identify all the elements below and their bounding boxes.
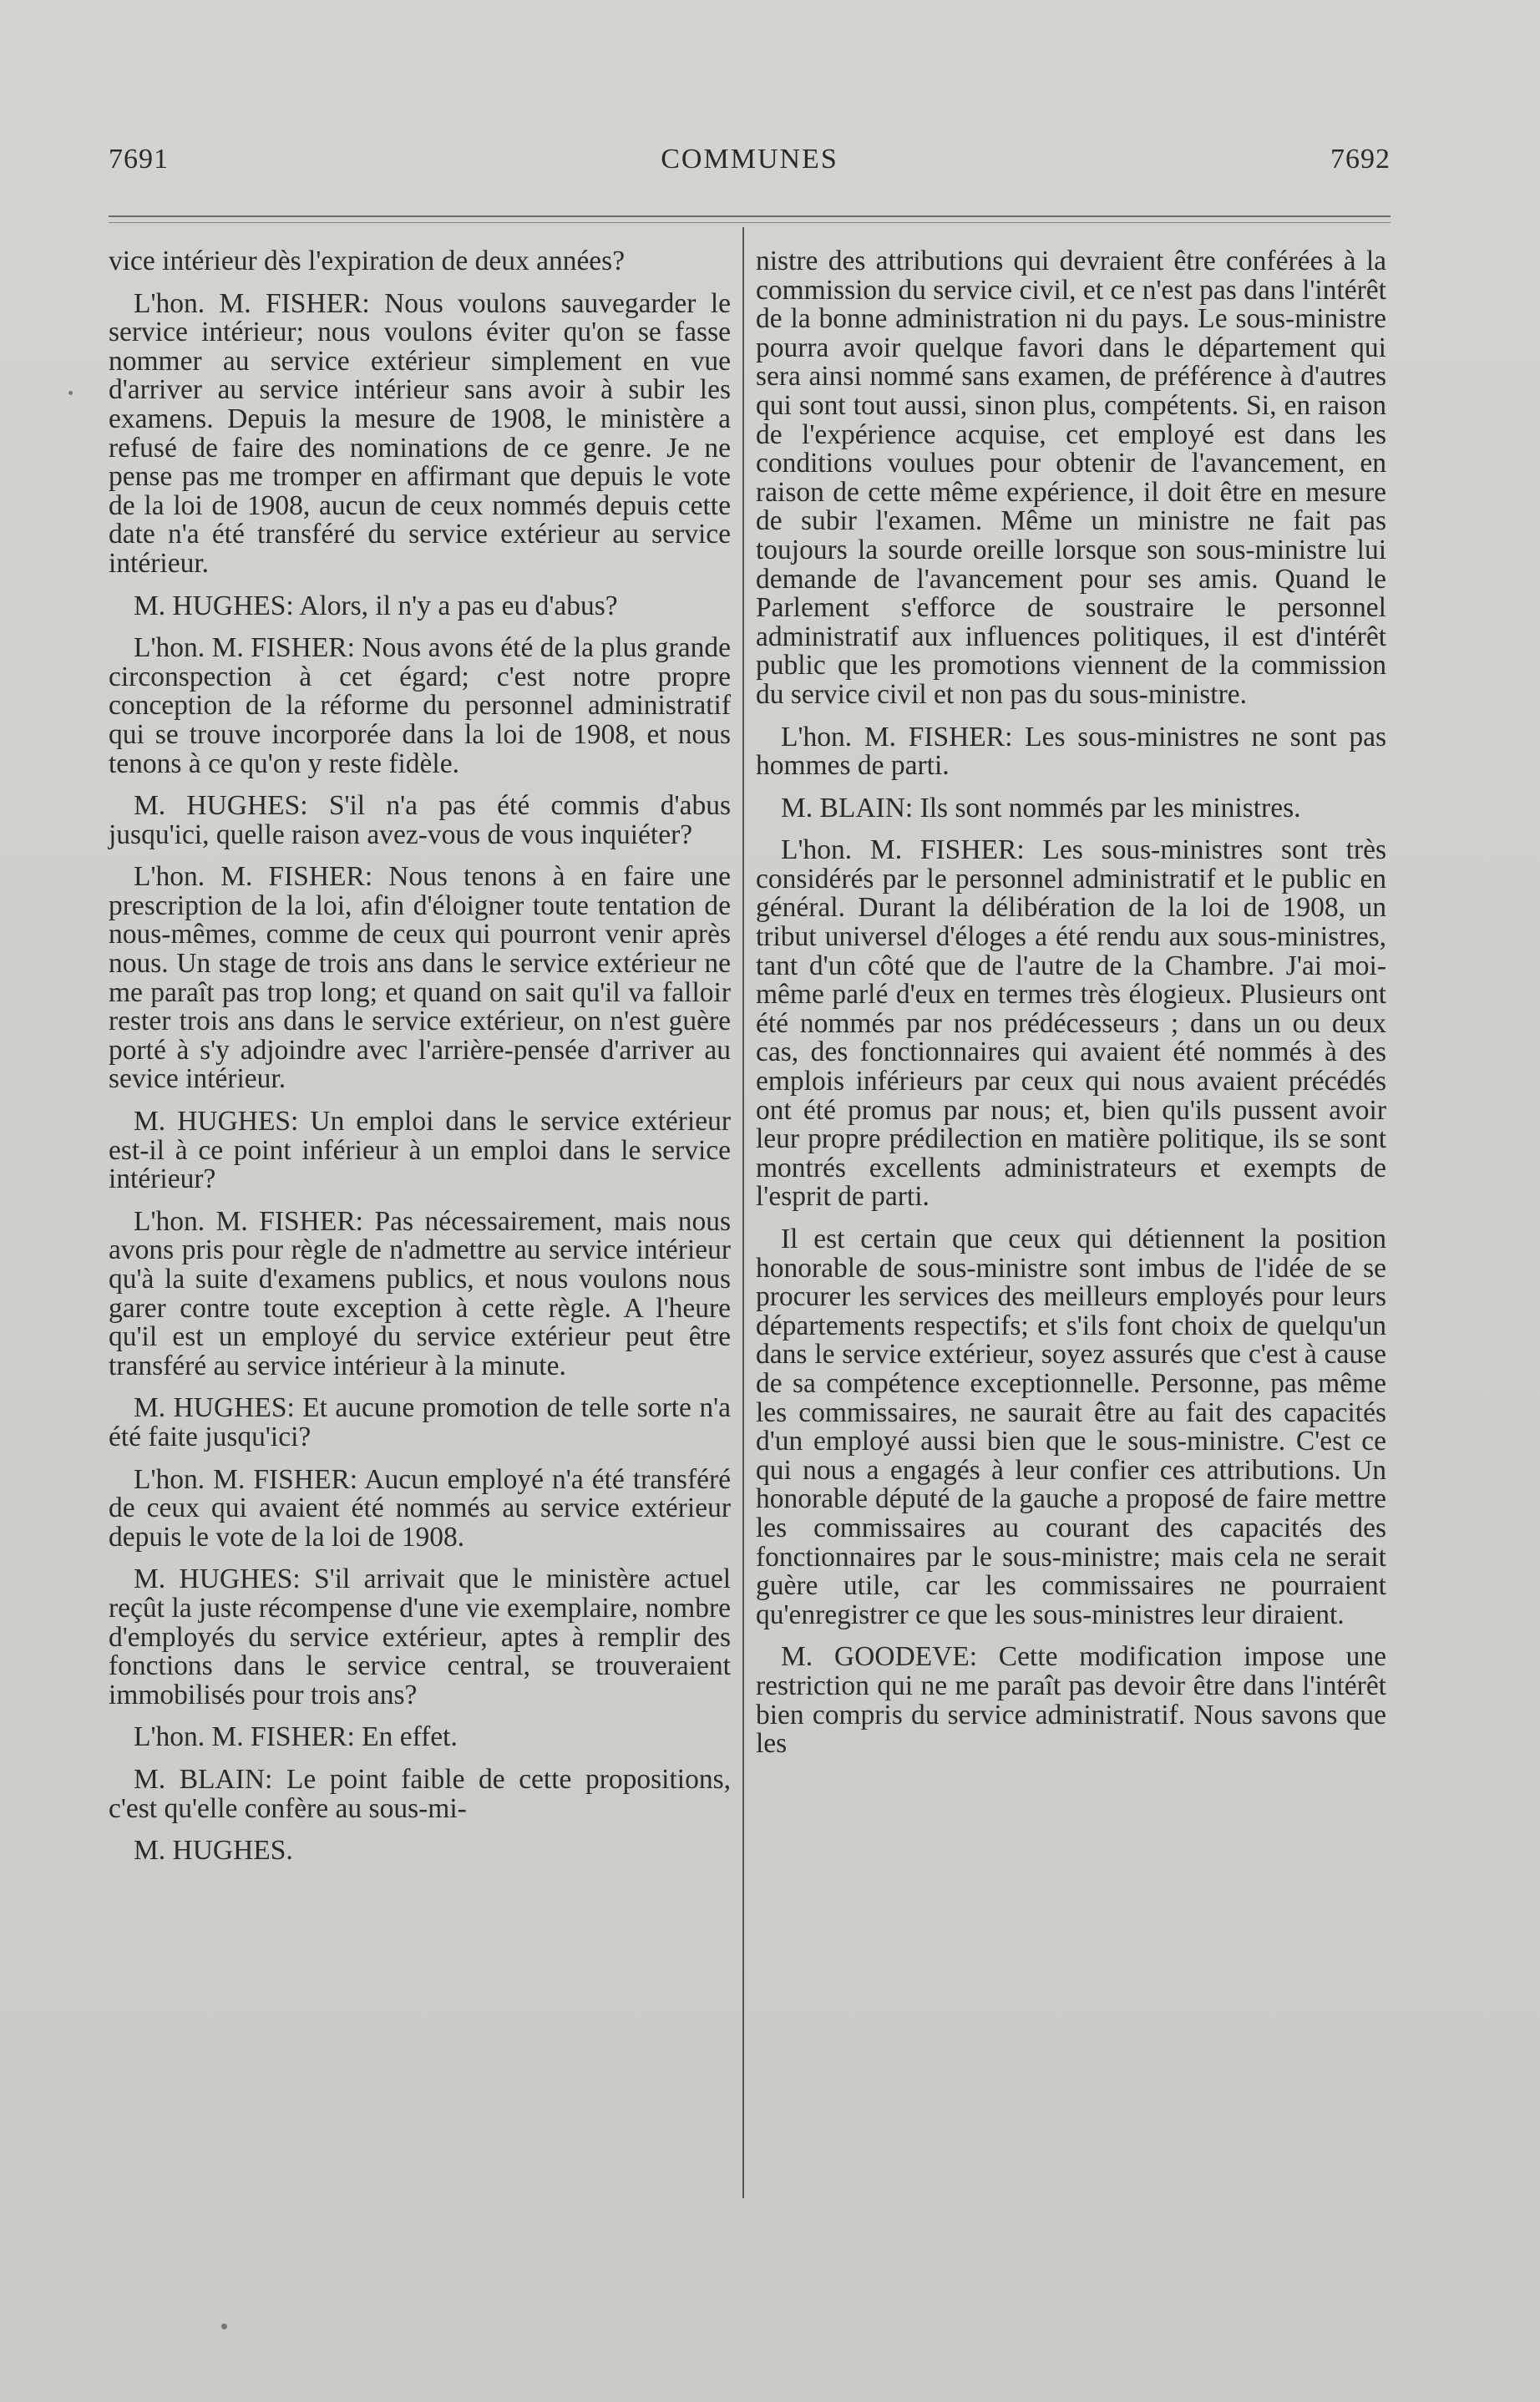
paragraph: M. HUGHES: Un emploi dans le service extérieur est-il à ce point inférieur à un emploi dans le service intérieur? [109,1106,731,1195]
paragraph: L'hon. M. FISHER: En effet. [134,1721,458,1753]
paragraph: L'hon. M. FISHER: Nous tenons à en faire une prescription de la loi, afin d'éloigner toute tentation de nous-mêmes, comme de ceux qui pourront venir après nous. Un stage de trois ans dans le service extérieur ne me paraît pas trop long; et quand on sait qu'il va falloir rester trois ans dans le service extérieur, on n'est guère porté à s'y adjoindre avec l'arrière-pensée d'arriver au sevice intérieur. [109,861,731,1095]
paragraph: M. BLAIN: Ils sont nommés par les ministres. [781,792,1301,823]
paragraph: Il est certain que ceux qui détiennent la position honorable de sous-ministre sont imbus de l'idée de se procurer les services des meilleurs employés pour leurs départements respectifs; et s'ils font choix de quelqu'un dans le service extérieur, soyez assurés que c'est à cause de sa compétence exceptionnelle. Personne, pas même les commissaires, ne saurait être au fait des capacités d'un employé aussi bien que le sous-ministre. C'est ce qui nous a engagés à leur confier ces attributions. Un honorable député de la gauche a proposé de faire mettre les commissaires au courant des capacités des fonctionnaires par le sous-ministre; mais cela ne serait guère utile, car les commissaires ne pourraient qu'enregistrer ce que les sous-ministres leur diraient. [756,1224,1386,1630]
paragraph: nistre des attributions qui devraient être conférées à la commission du service civil, et ce n'est pas dans l'intérêt de la bonne administration ni du pays. Le sous-ministre pourra avoir quelque favori dans le département qui sera ainsi nommé sans examen, de préférence à d'autres qui sont tout aussi, sinon plus, compétents. Si, en raison de l'expérience acquise, cet employé est dans les conditions voulues pour obtenir de l'avancement, en raison de cette même expérience, il doit être en mesure de subir l'examen. Même un ministre ne fait pas toujours la sourde oreille lorsque son sous-ministre lui demande de l'avancement pour ses amis. Quand le Parlement s'efforce de soustraire le personnel administratif aux influences politiques, il est d'intérêt public que les promotions viennent de la commission du service civil et non pas du sous-ministre. [756,246,1386,710]
paragraph: L'hon. M. FISHER: Nous voulons sauvegarder le service intérieur; nous voulons éviter qu'on se fasse nommer au service extérieur simplement en vue d'arriver au service intérieur sans avoir à subir les examens. Depuis la mesure de 1908, le ministère a refusé de faire des nominations de ce genre. Je ne pense pas me tromper en affirmant que depuis le vote de la loi de 1908, aucun de ceux nommés depuis cette date n'a été transféré du service extérieur au service intérieur. [109,287,731,579]
paragraph: L'hon. M. FISHER: Les sous-ministres sont très considérés par le personnel administratif et le public en général. Durant la délibération de la loi de 1908, un tribut universel d'éloges a été rendu aux sous-ministres, tant d'un côté que de l'autre de la Chambre. J'ai moi-même parlé d'eux en termes très élogieux. Plusieurs ont été nommés par nos prédécesseurs ; dans un ou deux cas, des fonctionnaires qui avaient été nommés à des emplois inférieurs par ceux qui nous avaient précédés ont été promus par nous; et, bien qu'ils pussent avoir leur propre prédilection en matière politique, ils se sont montrés excellents administrateurs et exempts de l'esprit de parti. [756,834,1386,1213]
page-number-right: 7692 [1330,144,1391,175]
paragraph: L'hon. M. FISHER: Aucun employé n'a été transféré de ceux qui avaient été nommés au service extérieur depuis le vote de la loi de 1908. [109,1463,731,1553]
print-speck [221,2323,227,2329]
header-rule [109,215,1391,217]
paragraph: L'hon. M. FISHER: Pas nécessairement, mais nous avons pris pour règle de n'admettre au service intérieur qu'à la suite d'examens publics, et nous voulons nous garer contre toute exception à cette règle. A l'heure qu'il est un employé du service extérieur peut être transféré au service intérieur à la minute. [109,1205,731,1381]
paragraph: vice intérieur dès l'expiration de deux années? [109,246,626,276]
page-number-left: 7691 [109,144,169,175]
print-speck [68,391,73,395]
paragraph: M. BLAIN: Le point faible de cette propositions, c'est qu'elle confère au sous-mi- [109,1763,731,1824]
paragraph: L'hon. M. FISHER: Nous avons été de la plus grande circonspection à cet égard; c'est notre propre conception de la réforme du personnel administratif qui se trouve incorporée dans la loi de 1908, et nous tenons à ce qu'on y reste fidèle. [109,632,731,779]
left-column [109,247,731,1879]
page-header [109,144,1391,185]
paragraph: M. HUGHES: S'il arrivait que le ministère actuel reçût la juste récompense d'une vie exemplaire, nombre d'employés du service extérieur, aptes à remplir des fonctions dans le service central, se trouveraient immobilisés pour trois ans? [109,1563,731,1710]
paragraph: M. HUGHES: Et aucune promotion de telle sorte n'a été faite jusqu'ici? [109,1392,731,1452]
paragraph: M. HUGHES: S'il n'a pas été commis d'abus jusqu'ici, quelle raison avez-vous de vous inquiéter? [109,790,731,850]
paragraph: M. GOODEVE: Cette modification impose une restriction qui ne me paraît pas devoir être dans l'intérêt bien compris du service administratif. Nous savons que les [756,1641,1386,1760]
running-title: COMMUNES [661,144,838,175]
paragraph: M. HUGHES: Alors, il n'y a pas eu d'abus? [134,590,618,621]
header-rule-thin [109,222,1391,223]
column-divider [742,227,744,2198]
paragraph: L'hon. M. FISHER: Les sous-ministres ne sont pas hommes de parti. [756,721,1386,782]
speaker-signature: M. HUGHES. [134,1835,293,1867]
right-column [756,247,1386,1772]
